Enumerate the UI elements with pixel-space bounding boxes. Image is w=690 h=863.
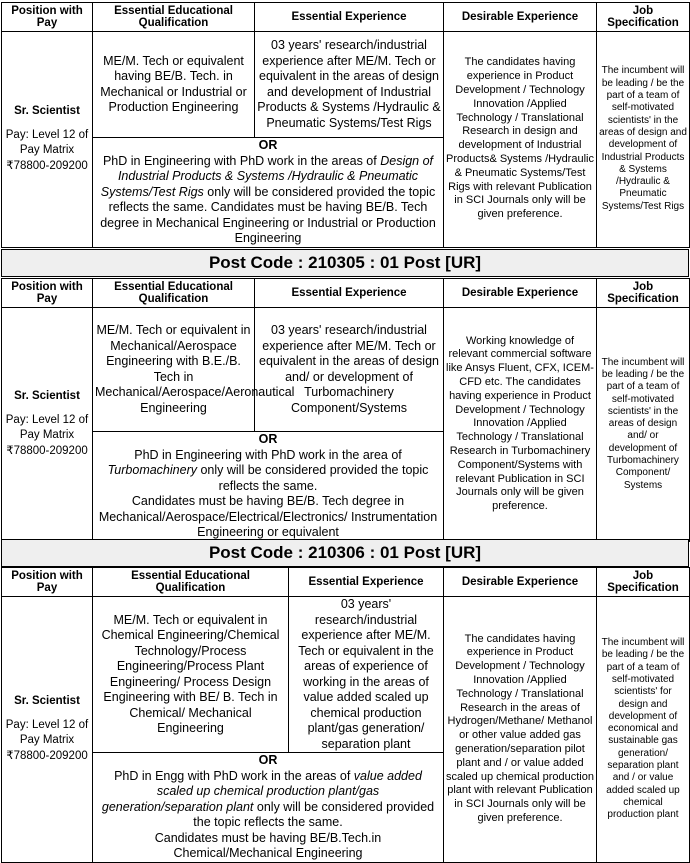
header-experience: Essential Experience [255,3,444,32]
job-spec-cell: The incumbent will be leading / be the part of a team of self-motivated scientists' in the areas of design and development of Industrial Products & Systems /Hydraulic & Pneumatic Systems/Test Rigs [597,32,690,248]
position-title: Sr. Scientist [14,105,80,118]
phd-text-a: PhD in Engg with PhD work in the areas of [114,768,351,783]
or-label: OR [258,432,278,446]
header-row [2,3,690,32]
header-qualification: Essential Educational Qualification [93,568,289,597]
phd-text-c: only will be considered provided the topic reflects the same. Candidates must be having BE/B. Tech degree in Mechanical Engineering or Industrial or Production Engineering [100,184,436,245]
phd-text-c: only will be considered provided the topic reflects the same. [200,463,429,493]
header-job-spec: Job Specification [597,3,690,32]
header-job-spec: Job Specification [597,568,690,597]
desirable-cell: The candidates having experience in Product Development / Technology Innovation /Applied Technology / Translational Research in the areas of Hydrogen/Methane/ Methanol or other value added gas generation/separation pilot plant and / or value added scaled up chemical production plant with relevant Publication in SCI Journals only will be given preference. [444,597,597,863]
header-position: Position with Pay [2,3,93,32]
header-position: Position with Pay [2,568,93,597]
phd-area-text: value added scaled up chemical production plant/gas generation/separation plant [101,768,422,814]
experience-cell: 03 years' research/industrial experience after ME/M. Tech or equivalent in the areas of design and development of Industrial Products & Systems /Hydraulic & Pneumatic Systems/Test Rigs [255,32,444,138]
phd-area-text: Design of Industrial Products & Systems /Hydraulic & Pneumatic Systems/Test Rigs [100,153,434,199]
header-qualification: Essential Educational Qualification [93,3,255,32]
header-row [2,568,690,597]
position-cell [2,308,93,542]
phd-alternative-cell [93,138,444,248]
phd-alternative-cell [93,753,444,863]
header-desirable: Desirable Experience [444,568,597,597]
post-table-3 [1,567,690,863]
phd-text-c: only will be considered provided the topic reflects the same. [193,799,435,829]
phd-alternative-cell [93,432,444,542]
header-experience: Essential Experience [289,568,444,597]
pay-scale: Pay: Level 12 of Pay Matrix ₹78800-209200 [5,413,89,457]
header-desirable: Desirable Experience [444,3,597,32]
position-cell [2,32,93,248]
pay-scale: Pay: Level 12 of Pay Matrix ₹78800-209200 [5,128,89,172]
phd-text-d: Candidates must be having BE/B.Tech.in Chemical/Mechanical Engineering [154,830,382,860]
header-position: Position with Pay [2,279,93,308]
post-code-banner: Post Code : 210305 : 01 Post [UR] [1,249,689,277]
header-row [2,279,690,308]
post-code-banner: Post Code : 210306 : 01 Post [UR] [1,539,689,567]
header-experience: Essential Experience [255,279,444,308]
job-spec-cell: The incumbent will be leading / be the part of a team of self-motivated scientists' in the areas of design and/ or development of Turbomachinery Component/ Systems [597,308,690,542]
qualification-cell: ME/M. Tech or equivalent in Chemical Engineering/Chemical Technology/Process Engineering/Process Plant Engineering/ Process Design Engineering with BE/ B. Tech in Chemical/ Mechanical Engineering [93,597,289,753]
phd-text-d: Candidates must be having BE/B. Tech degree in Mechanical/Aerospace/Electrical/Electronics/ Instrumentation Engineering or equivalent [98,494,438,539]
pay-scale: Pay: Level 12 of Pay Matrix ₹78800-209200 [5,718,89,762]
phd-text-a: PhD in Engineering with PhD work in the area of [134,447,402,462]
job-spec-cell: The incumbent will be leading / be the part of a team of self-motivated scientists' for design and development of economical and sustainable gas generation/ separation plant and / or value added scaled up chemical production plant [597,597,690,863]
or-label: OR [258,753,278,767]
position-title: Sr. Scientist [14,390,80,403]
experience-cell: 03 years' research/industrial experience after ME/M. Tech or equivalent in the areas of experience of working in the areas of value added scaled up chemical production plant/gas generation/ separation plant [289,597,444,753]
header-desirable: Desirable Experience [444,279,597,308]
header-job-spec: Job Specification [597,279,690,308]
qualification-cell: ME/M. Tech or equivalent having BE/B. Tech. in Mechanical or Industrial or Production Engineering [93,32,255,138]
header-qualification: Essential Educational Qualification [93,279,255,308]
position-title: Sr. Scientist [14,695,80,708]
desirable-cell: Working knowledge of relevant commercial software like Ansys Fluent, CFX, ICEM-CFD etc. The candidates having experience in Product Development / Technology Innovation /Applied Technology / Translational Research in Turbomachinery Component/Systems with relevant Publication in SCI Journals only will be given preference. [444,308,597,542]
post-table-1 [1,2,690,248]
phd-text-a: PhD in Engineering with PhD work in the areas of [102,153,377,168]
or-label: OR [258,138,278,152]
position-cell [2,597,93,863]
post-table-2 [1,278,690,542]
phd-area-text: Turbomachinery [107,463,197,477]
desirable-cell: The candidates having experience in Product Development / Technology Innovation /Applied Technology / Translational Research in design and development of Industrial Products& Systems /Hydraulic & Pneumatic Systems/Test Rigs with relevant Publication in SCI Journals only will be given preference. [444,32,597,248]
experience-cell: 03 years' research/industrial experience after ME/M. Tech or equivalent in the areas of design and/ or development of Turbomachinery Component/Systems [255,308,444,432]
qualification-cell: ME/M. Tech or equivalent in Mechanical/Aerospace Engineering with B.E./B. Tech in Mechanical/Aerospace/Aeronautical Engineering [93,308,255,432]
